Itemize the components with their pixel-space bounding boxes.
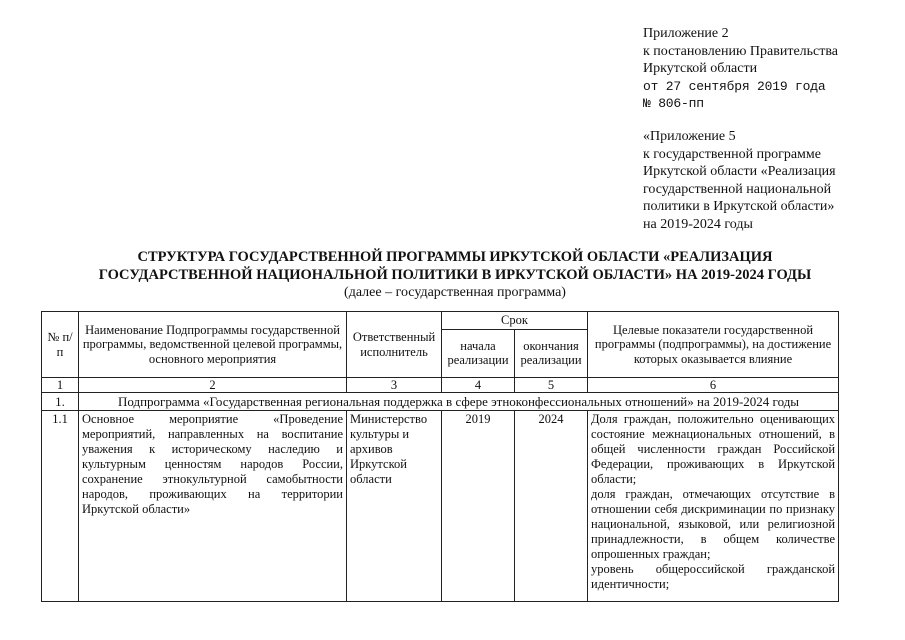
- row-num: 1.1: [42, 411, 79, 602]
- row-name: Основное мероприятие «Проведение мероприятий, направленных на воспитание уважения к историческому наследию и культурным ценностям народов России, сохранение этнокультурной самобытности народов, проживающих на территории Иркутской области»: [79, 411, 347, 602]
- column-numbers-row: [42, 378, 839, 393]
- table-row: [42, 411, 839, 602]
- row-end: 2024: [515, 411, 588, 602]
- col-number: 5: [515, 378, 588, 393]
- appendix-number: № 806-пп: [643, 96, 704, 111]
- appendix5-line-4: государственной национальной: [643, 181, 832, 197]
- document-title: [40, 249, 870, 284]
- appendix-header: [643, 25, 898, 113]
- header-targets: Целевые показатели государственной программы (подпрограммы), на достижение которых оказывается влияние: [588, 312, 839, 378]
- header-name: Наименование Подпрограммы государственной программы, ведомственной целевой программы, основного мероприятия: [79, 312, 347, 378]
- document-subtitle: (далее – государственная программа): [344, 285, 566, 300]
- target-item: доля граждан, отмечающих отсутствие в отношении себя дискриминации по признаку национальной, языковой, или религиозной принадлежности, в общем количестве опрошенных граждан;: [591, 487, 836, 561]
- subprogram-num: 1.: [42, 393, 79, 411]
- program-structure-table: [41, 311, 839, 602]
- header-executor: Ответственный исполнитель: [347, 312, 442, 378]
- header-end: окончания реализации: [515, 329, 588, 378]
- target-item: уровень общероссийской гражданской идентичности;: [591, 562, 836, 591]
- title-line-2: ГОСУДАРСТВЕННОЙ НАЦИОНАЛЬНОЙ ПОЛИТИКИ В ИРКУТСКОЙ ОБЛАСТИ» НА 2019-2024 ГОДЫ: [98, 266, 812, 283]
- appendix-5-header: [643, 128, 898, 233]
- appendix-line-1: Приложение 2: [643, 26, 729, 41]
- col-number: 6: [588, 378, 839, 393]
- col-number: 2: [79, 378, 347, 393]
- appendix-line-3: Иркутской области: [643, 61, 758, 76]
- col-number: 1: [42, 378, 79, 393]
- appendix5-line-5: политики в Иркутской области»: [643, 199, 835, 214]
- appendix-line-2: к постановлению Правительства: [643, 43, 839, 59]
- header-num: № п/п: [42, 312, 79, 378]
- appendix5-line-1: «Приложение 5: [643, 129, 736, 144]
- subprogram-row: [42, 393, 839, 411]
- subprogram-title: Подпрограмма «Государственная региональная поддержка в сфере этноконфессиональных отношений» на 2019-2024 годы: [79, 393, 839, 411]
- row-executor: Министерство культуры и архивов Иркутской области: [347, 411, 442, 602]
- col-number: 3: [347, 378, 442, 393]
- appendix5-line-2: к государственной программе: [643, 146, 821, 162]
- header-start: начала реализации: [442, 329, 515, 378]
- row-targets: [588, 411, 839, 602]
- appendix5-line-6: на 2019-2024 годы: [643, 216, 753, 232]
- appendix-date: от 27 сентября 2019 года: [643, 78, 826, 94]
- target-item: Доля граждан, положительно оценивающих состояние межнациональных отношений, в общей численности граждан Российской Федерации, проживающих в Иркутской области;: [591, 412, 836, 486]
- title-line-1: СТРУКТУРА ГОСУДАРСТВЕННОЙ ПРОГРАММЫ ИРКУТСКОЙ ОБЛАСТИ «РЕАЛИЗАЦИЯ: [137, 249, 773, 265]
- col-number: 4: [442, 378, 515, 393]
- table-header-row-1: [42, 312, 839, 330]
- appendix5-line-3: Иркутской области «Реализация: [643, 164, 836, 179]
- header-term: Срок: [442, 312, 588, 330]
- row-start: 2019: [442, 411, 515, 602]
